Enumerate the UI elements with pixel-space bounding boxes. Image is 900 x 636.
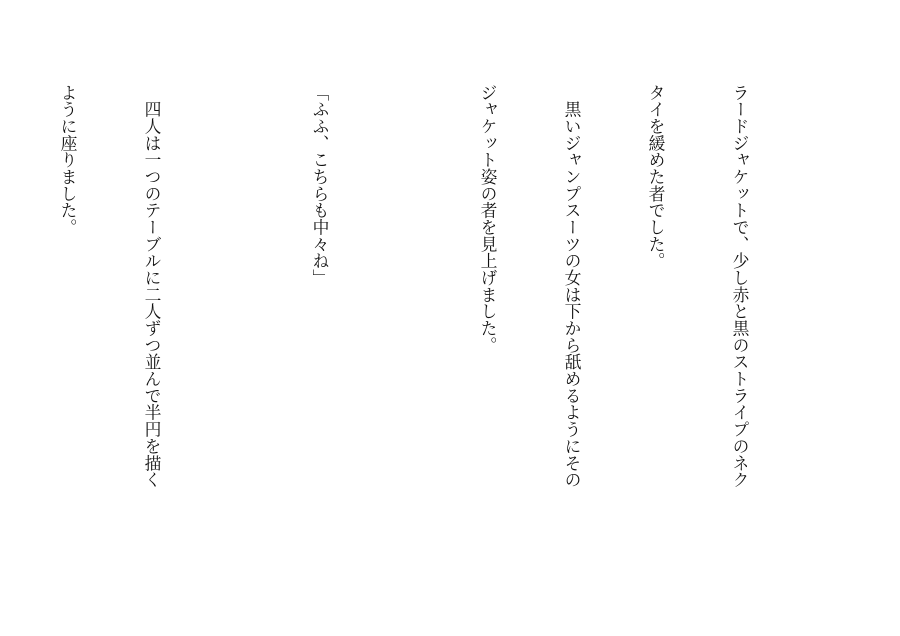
text-line: ジャケット姿の者を見上げました。 [478, 84, 498, 354]
vertical-text-body [0, 84, 810, 564]
dialogue-line: 「ふふ、こちらも中々ね」 [310, 84, 330, 287]
blank-line [222, 84, 250, 564]
blank-line [390, 84, 418, 564]
text-line: ラードジャケットで、少し赤と黒のストライプのネク [730, 84, 750, 489]
text-line: タイを緩めた者でした。 [646, 84, 666, 270]
text-line: ように座りました。 [58, 84, 78, 236]
text-line: 黒いジャンプスーツの女は下から舐めるようにその [562, 84, 582, 489]
text-line: 四人は一つのテーブルに二人ずつ並んで半円を描く [142, 84, 162, 489]
